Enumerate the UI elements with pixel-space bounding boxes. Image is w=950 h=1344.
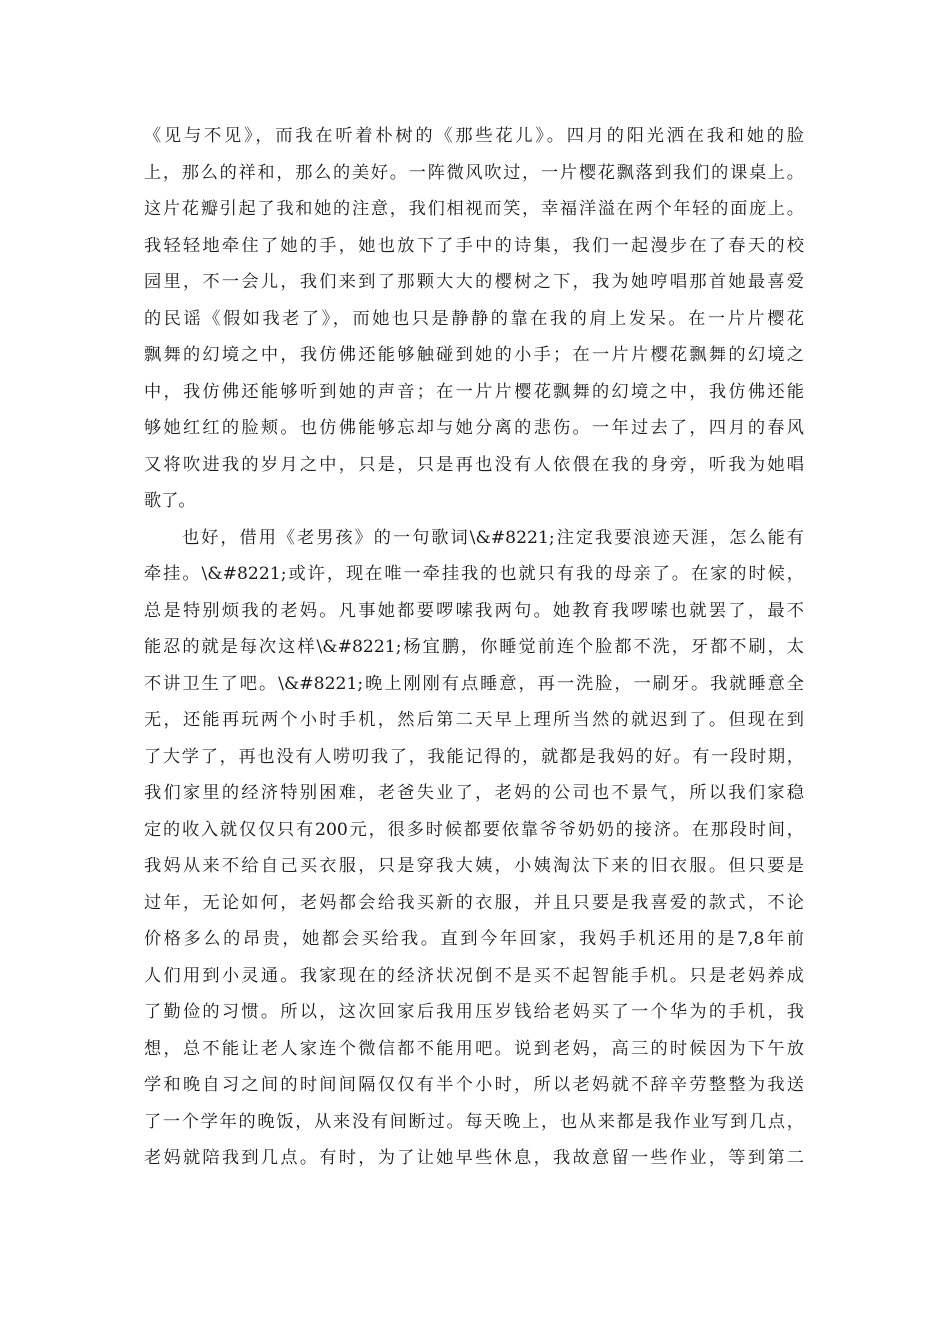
text-line: 老妈就陪我到几点。有时，为了让她早些休息，我故意留一些作业，等到第二	[144, 1148, 804, 1168]
text-line: 我们家里的经济特别困难，老爸失业了，老妈的公司也不景气，所以我们家稳	[144, 783, 804, 803]
text-line: 牵挂。\&#8221;或许，现在唯一牵挂我的也就只有我的母亲了。在家的时候，	[144, 564, 804, 584]
text-line: 园里，不一会儿，我们来到了那颗大大的樱树之下，我为她哼唱那首她最喜爱	[144, 272, 804, 292]
text-line: 飘舞的幻境之中，我仿佛还能够触碰到她的小手；在一片片樱花飘舞的幻境之	[144, 345, 804, 365]
text-line: 了勤俭的习惯。所以，这次回家后我用压岁钱给老妈买了一个华为的手机，我	[144, 1002, 804, 1022]
text-line: 总是特别烦我的老妈。凡事她都要啰嗦我两句。她教育我啰嗦也就罢了，最不	[144, 600, 804, 621]
paragraph-2	[144, 520, 804, 1177]
paragraph-1	[144, 118, 804, 520]
text-line: 价格多么的昂贵，她都会买给我。直到今年回家，我妈手机还用的是7,8年前	[144, 929, 804, 949]
text-line: 中，我仿佛还能够听到她的声音；在一片片樱花飘舞的幻境之中，我仿佛还能	[144, 381, 804, 402]
text-line: 够她红红的脸颊。也仿佛能够忘却与她分离的悲伤。一年过去了，四月的春风	[144, 418, 804, 438]
text-line: 这片花瓣引起了我和她的注意，我们相视而笑，幸福洋溢在两个年轻的面庞上。	[144, 199, 804, 219]
text-line: 我轻轻地牵住了她的手，她也放下了手中的诗集，我们一起漫步在了春天的校	[144, 235, 804, 256]
text-line: 能忍的就是每次这样\&#8221;杨宜鹏，你睡觉前连个脸都不洗，牙都不刷，太	[144, 637, 804, 657]
text-line: 的民谣《假如我老了》，而她也只是静静的靠在我的肩上发呆。在一片片樱花	[144, 308, 804, 329]
text-line: 歌了。	[144, 491, 196, 511]
text-line: 过年，无论如何，老妈都会给我买新的衣服，并且只要是我喜爱的款式，不论	[144, 892, 804, 913]
text-line: 无，还能再玩两个小时手机，然后第二天早上理所当然的就迟到了。但现在到	[144, 710, 804, 730]
text-line: 学和晚自习之间的时间间隔仅仅有半个小时，所以老妈就不辞辛劳整整为我送	[144, 1075, 804, 1095]
text-line: 我妈从来不给自己买衣服，只是穿我大姨，小姨淘汰下来的旧衣服。但只要是	[144, 856, 804, 876]
text-line: 又将吹进我的岁月之中，只是，只是再也没有人依偎在我的身旁，听我为她唱	[144, 454, 804, 475]
text-line: 了大学了，再也没有人唠叨我了，我能记得的，就都是我妈的好。有一段时期，	[144, 746, 804, 767]
text-line: 想，总不能让老人家连个微信都不能用吧。说到老妈，高三的时候因为下午放	[144, 1038, 804, 1059]
text-line: 了一个学年的晚饭，从来没有间断过。每天晚上，也从来都是我作业写到几点，	[144, 1111, 804, 1132]
text-line: 也好，借用《老男孩》的一句歌词\&#8221;注定我要浪迹天涯，怎么能有	[182, 527, 804, 548]
text-line: 上，那么的祥和，那么的美好。一阵微风吹过，一片樱花飘落到我们的课桌上。	[144, 162, 804, 183]
text-line: 定的收入就仅仅只有200元，很多时候都要依靠爷爷奶奶的接济。在那段时间，	[144, 819, 804, 840]
text-line: 不讲卫生了吧。\&#8221;晚上刚刚有点睡意，再一洗脸，一刷牙。我就睡意全	[144, 673, 804, 694]
text-line: 《见与不见》，而我在听着朴树的《那些花儿》。四月的阳光洒在我和她的脸	[144, 126, 804, 146]
body-text	[144, 118, 804, 1177]
text-line: 人们用到小灵通。我家现在的经济状况倒不是买不起智能手机。只是老妈养成	[144, 965, 804, 986]
